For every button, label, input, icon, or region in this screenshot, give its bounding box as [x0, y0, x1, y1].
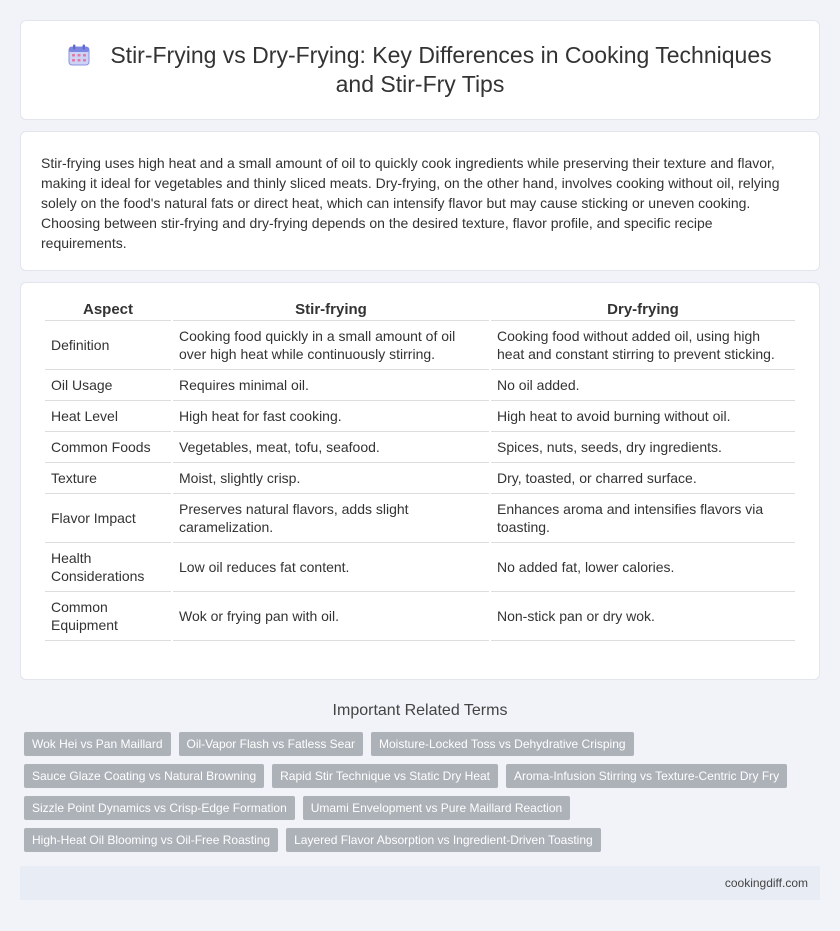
footer [20, 866, 820, 900]
cell-dry: Cooking food without added oil, using high heat and constant stirring to prevent sticking. [491, 321, 795, 370]
table-header-row [45, 297, 795, 321]
related-tag[interactable]: Aroma-Infusion Stirring vs Texture-Centric Dry Fry [506, 764, 787, 788]
intro-card [20, 131, 820, 271]
table-row [45, 432, 795, 463]
cell-dry: Spices, nuts, seeds, dry ingredients. [491, 432, 795, 463]
calendar-icon [68, 44, 90, 66]
cell-dry: No oil added. [491, 370, 795, 401]
related-tag[interactable]: Wok Hei vs Pan Maillard [24, 732, 171, 756]
footer-site[interactable]: cookingdiff.com [724, 876, 808, 890]
table-row [45, 463, 795, 494]
header-stir-frying: Stir-frying [173, 297, 489, 321]
table-row [45, 401, 795, 432]
related-terms-section [20, 702, 820, 852]
comparison-card [20, 282, 820, 680]
cell-aspect: Oil Usage [45, 370, 171, 401]
table-row [45, 543, 795, 592]
header-aspect: Aspect [45, 297, 171, 321]
related-tag[interactable]: High-Heat Oil Blooming vs Oil-Free Roasting [24, 828, 278, 852]
table-row [45, 494, 795, 543]
page-title [61, 41, 779, 99]
cell-stir: Cooking food quickly in a small amount of oil over high heat while continuously stirring. [173, 321, 489, 370]
related-tag[interactable]: Umami Envelopment vs Pure Maillard Reaction [303, 796, 570, 820]
table-row [45, 321, 795, 370]
cell-dry: No added fat, lower calories. [491, 543, 795, 592]
cell-aspect: Health Considerations [45, 543, 171, 592]
cell-stir: Moist, slightly crisp. [173, 463, 489, 494]
table-row [45, 592, 795, 641]
cell-stir: High heat for fast cooking. [173, 401, 489, 432]
cell-stir: Wok or frying pan with oil. [173, 592, 489, 641]
cell-stir: Low oil reduces fat content. [173, 543, 489, 592]
cell-stir: Requires minimal oil. [173, 370, 489, 401]
header-dry-frying: Dry-frying [491, 297, 795, 321]
header-card [20, 20, 820, 120]
cell-dry: Non-stick pan or dry wok. [491, 592, 795, 641]
cell-stir: Vegetables, meat, tofu, seafood. [173, 432, 489, 463]
cell-dry: Enhances aroma and intensifies flavors via toasting. [491, 494, 795, 543]
related-tag[interactable]: Oil-Vapor Flash vs Fatless Sear [179, 732, 364, 756]
page-title-text: Stir-Frying vs Dry-Frying: Key Differences in Cooking Techniques and Stir-Fry Tips [110, 42, 772, 97]
related-terms-tags [20, 732, 820, 852]
related-tag[interactable]: Moisture-Locked Toss vs Dehydrative Crisping [371, 732, 634, 756]
cell-aspect: Texture [45, 463, 171, 494]
cell-aspect: Heat Level [45, 401, 171, 432]
related-tag[interactable]: Sizzle Point Dynamics vs Crisp-Edge Formation [24, 796, 295, 820]
related-tag[interactable]: Sauce Glaze Coating vs Natural Browning [24, 764, 264, 788]
related-tag[interactable]: Rapid Stir Technique vs Static Dry Heat [272, 764, 498, 788]
cell-dry: Dry, toasted, or charred surface. [491, 463, 795, 494]
intro-text: Stir-frying uses high heat and a small amount of oil to quickly cook ingredients while preserving their texture and flavor, making it ideal for vegetables and thinly sliced meats. Dry-frying, on the other hand, involves cooking without oil, relying solely on the food's natural fats or direct heat, which can intensify flavor but may cause sticking or uneven cooking. Choosing between stir-frying and dry-frying depends on the desired texture, flavor profile, and specific recipe requirements. [41, 155, 780, 251]
cell-dry: High heat to avoid burning without oil. [491, 401, 795, 432]
comparison-table [43, 297, 797, 641]
cell-aspect: Flavor Impact [45, 494, 171, 543]
related-tag[interactable]: Layered Flavor Absorption vs Ingredient-Driven Toasting [286, 828, 601, 852]
cell-aspect: Common Foods [45, 432, 171, 463]
cell-aspect: Common Equipment [45, 592, 171, 641]
table-row [45, 370, 795, 401]
related-terms-title: Important Related Terms [332, 702, 508, 719]
cell-aspect: Definition [45, 321, 171, 370]
cell-stir: Preserves natural flavors, adds slight caramelization. [173, 494, 489, 543]
